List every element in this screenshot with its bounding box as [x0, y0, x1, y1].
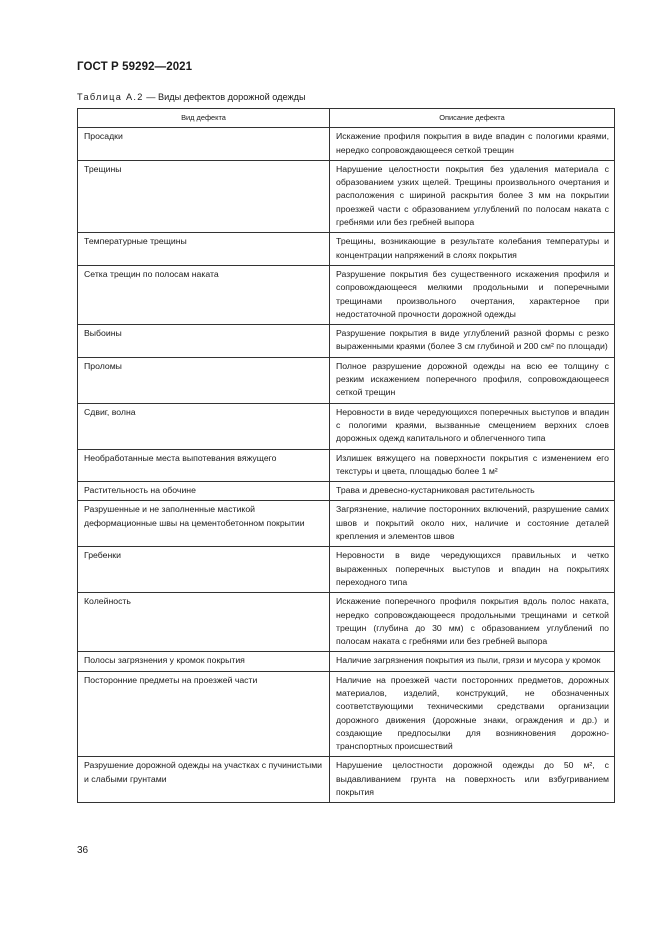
table-row — [78, 233, 615, 266]
table-row — [78, 671, 615, 757]
defect-description-cell: Полное разрушение дорожной одежды на всю ее толщину с резким искажением поперечного профиля, сопровождающееся сеткой трещин — [330, 357, 615, 403]
defect-description-cell: Нарушение целостности покрытия без удаления материала с образованием узких щелей. Трещины произвольного очертания и расположения с шириной раскрытия более 3 мм на покрытии проезжей части с образованием углублений по полосам наката с гребнями или без гребней выпора — [330, 160, 615, 232]
defect-type-cell: Сетка трещин по полосам наката — [78, 265, 330, 324]
table-row — [78, 403, 615, 449]
defect-description-cell: Излишек вяжущего на поверхности покрытия с изменением его текстуры и цвета, площадью более 1 м² — [330, 449, 615, 482]
defect-description-cell: Наличие на проезжей части посторонних предметов, дорожных материалов, изделий, конструкций, не обозначенных соответствующими техническими средствами организации дорожного движения (дорожные знаки, ограждения и др.) и создающие предпосылки для возникновения дорожно-транспортных происшествий — [330, 671, 615, 757]
defect-type-cell: Посторонние предметы на проезжей части — [78, 671, 330, 757]
defect-description-cell: Трещины, возникающие в результате колебания температуры и концентрации напряжений в слоях покрытия — [330, 233, 615, 266]
defect-type-cell: Растительность на обочине — [78, 482, 330, 501]
table-caption — [77, 92, 306, 102]
column-header-defect-description: Описание дефекта — [330, 109, 615, 128]
defect-type-cell: Сдвиг, волна — [78, 403, 330, 449]
defect-type-cell: Гребенки — [78, 547, 330, 593]
table-row — [78, 593, 615, 652]
defect-type-cell: Разрушение дорожной одежды на участках с пучинистыми и слабыми грунтами — [78, 757, 330, 803]
defects-table — [77, 108, 615, 803]
table-caption-title: — Виды дефектов дорожной одежды — [143, 92, 306, 102]
defect-type-cell: Колейность — [78, 593, 330, 652]
defect-description-cell: Искажение профиля покрытия в виде впадин с пологими краями, нередко сопровождающееся сеткой трещин — [330, 128, 615, 161]
column-header-defect-type: Вид дефекта — [78, 109, 330, 128]
defect-description-cell: Неровности в виде чередующихся правильных и четко выраженных поперечных выступов и впадин на покрытиях переходного типа — [330, 547, 615, 593]
defect-description-cell: Искажение поперечного профиля покрытия вдоль полос наката, нередко сопровождающееся продольными трещинами и сеткой трещин (глубина до 30 мм) с образованием углублений по полосам наката с гребнями или без гребней выпора — [330, 593, 615, 652]
table-row — [78, 160, 615, 232]
table-row — [78, 449, 615, 482]
defect-description-cell: Разрушение покрытия без существенного искажения профиля и сопровождающееся мелкими продольными и поперечными трещинами произвольного очертания, характерное при недостаточной прочности дорожной одежды — [330, 265, 615, 324]
table-row — [78, 652, 615, 671]
table-row — [78, 325, 615, 358]
defect-type-cell: Проломы — [78, 357, 330, 403]
page-number: 36 — [77, 845, 89, 856]
defect-description-cell: Разрушение покрытия в виде углублений разной формы с резко выраженными краями (более 3 см глубиной и 200 см² по площади) — [330, 325, 615, 358]
document-standard-number: ГОСТ Р 59292—2021 — [77, 61, 193, 73]
table-row — [78, 482, 615, 501]
table-row — [78, 547, 615, 593]
table-row — [78, 757, 615, 803]
defect-description-cell: Наличие загрязнения покрытия из пыли, грязи и мусора у кромок — [330, 652, 615, 671]
table-row — [78, 501, 615, 547]
defect-type-cell: Трещины — [78, 160, 330, 232]
defect-description-cell: Загрязнение, наличие посторонних включений, разрушение самих швов и покрытий около них, наличие и состояние деталей крепления и элементов швов — [330, 501, 615, 547]
defect-description-cell: Неровности в виде чередующихся поперечных выступов и впадин с пологими краями, вызванные смещением верхних слоев дорожных одежд капитального и облегченного типа — [330, 403, 615, 449]
defect-type-cell: Полосы загрязнения у кромок покрытия — [78, 652, 330, 671]
table-row — [78, 265, 615, 324]
defect-type-cell: Выбоины — [78, 325, 330, 358]
table-header-row — [78, 109, 615, 128]
table-caption-prefix: Таблица А.2 — [77, 92, 144, 102]
table-row — [78, 357, 615, 403]
table-row — [78, 128, 615, 161]
defect-type-cell: Просадки — [78, 128, 330, 161]
defect-type-cell: Температурные трещины — [78, 233, 330, 266]
defect-description-cell: Трава и древесно-кустарниковая растительность — [330, 482, 615, 501]
defect-type-cell: Разрушенные и не заполненные мастикой деформационные швы на цементобетонном покрытии — [78, 501, 330, 547]
defect-description-cell: Нарушение целостности дорожной одежды до 50 м², с выдавливанием грунта на поверхность или взбугриванием покрытия — [330, 757, 615, 803]
defect-type-cell: Необработанные места выпотевания вяжущего — [78, 449, 330, 482]
